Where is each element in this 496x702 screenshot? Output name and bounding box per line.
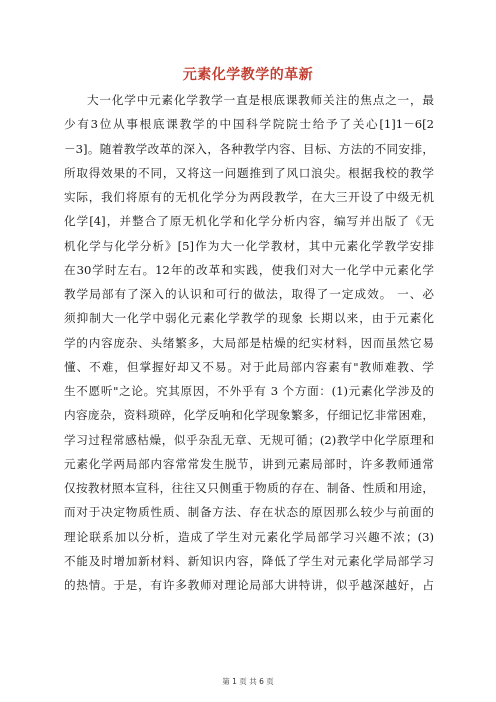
text-line: 生不愿听"之论。究其原因，不外乎有 3 个方面：(1)元素化学涉及的 (64, 384, 434, 398)
text-line: 学的内容庞杂、头绪繁多，大局部是枯燥的纪实材料，因而虽然它易 (64, 335, 434, 350)
text-line: 所取得效果的不同，又将这一问题推到了风口浪尖。根据我校的教学 (64, 165, 434, 180)
text-line: 而对于决定物质性质、制备方法、存在状态的原因那么较少与前面的 (64, 505, 434, 520)
text-line: 机化学与化学分析》[5]作为大一化学教材，其中元素化学教学安排 (64, 238, 434, 253)
text-line: 不能及时增加新材料、新知识内容，降低了学生对元素化学局部学习 (64, 553, 434, 568)
text-line: 须抑制大一化学中弱化元素化学教学的现象 长期以来，由于元素化 (64, 311, 434, 326)
document-body (64, 88, 434, 668)
text-line: 在30学时左右。12年的改革和实践，使我们对大一化学中元素化学 (64, 262, 434, 277)
document-title: 元素化学教学的革新 (182, 67, 314, 83)
text-line: 懂、不难，但掌握好却又不易。对于此局部内容素有"教师难教、学 (64, 359, 434, 374)
page-number: 第 1 页 共 6 页 (222, 677, 274, 686)
text-line: 教学局部有了深入的认识和可行的做法，取得了一定成效。 一、必 (64, 287, 434, 301)
text-line: 内容庞杂，资料琐碎，化学反响和化学现象繁多，仔细记忆非常困难， (64, 408, 434, 423)
text-line: 大一化学中元素化学教学一直是根底课教师关注的焦点之一，最 (87, 93, 434, 107)
text-line: －3]。随着教学改革的深入，各种教学内容、目标、方法的不同安排， (64, 141, 434, 156)
text-line: 理论联系加以分析，造成了学生对元素化学局部学习兴趣不浓；(3) (64, 529, 434, 544)
text-line: 化学[4]，并整合了原无机化学和化学分析内容，编写并出版了《无 (64, 214, 434, 229)
text-line: 实际，我们将原有的无机化学分为两段教学，在大三开设了中级无机 (64, 190, 434, 204)
text-line: 少有3位从事根底课教学的中国科学院院士给予了关心[1]1－6[2 (64, 117, 434, 132)
text-line: 仅按教材照本宣科，往往又只侧重于物质的存在、制备、性质和用途， (64, 481, 434, 495)
text-line: 元素化学两局部内容常常发生脱节，讲到元素局部时，许多教师通常 (64, 456, 434, 471)
text-line: 学习过程常感枯燥，似乎杂乱无章、无规可循；(2)教学中化学原理和 (64, 432, 434, 447)
text-line: 的热情。于是，有许多教师对理论局部大讲特讲，似乎越深越好，占 (64, 578, 434, 592)
